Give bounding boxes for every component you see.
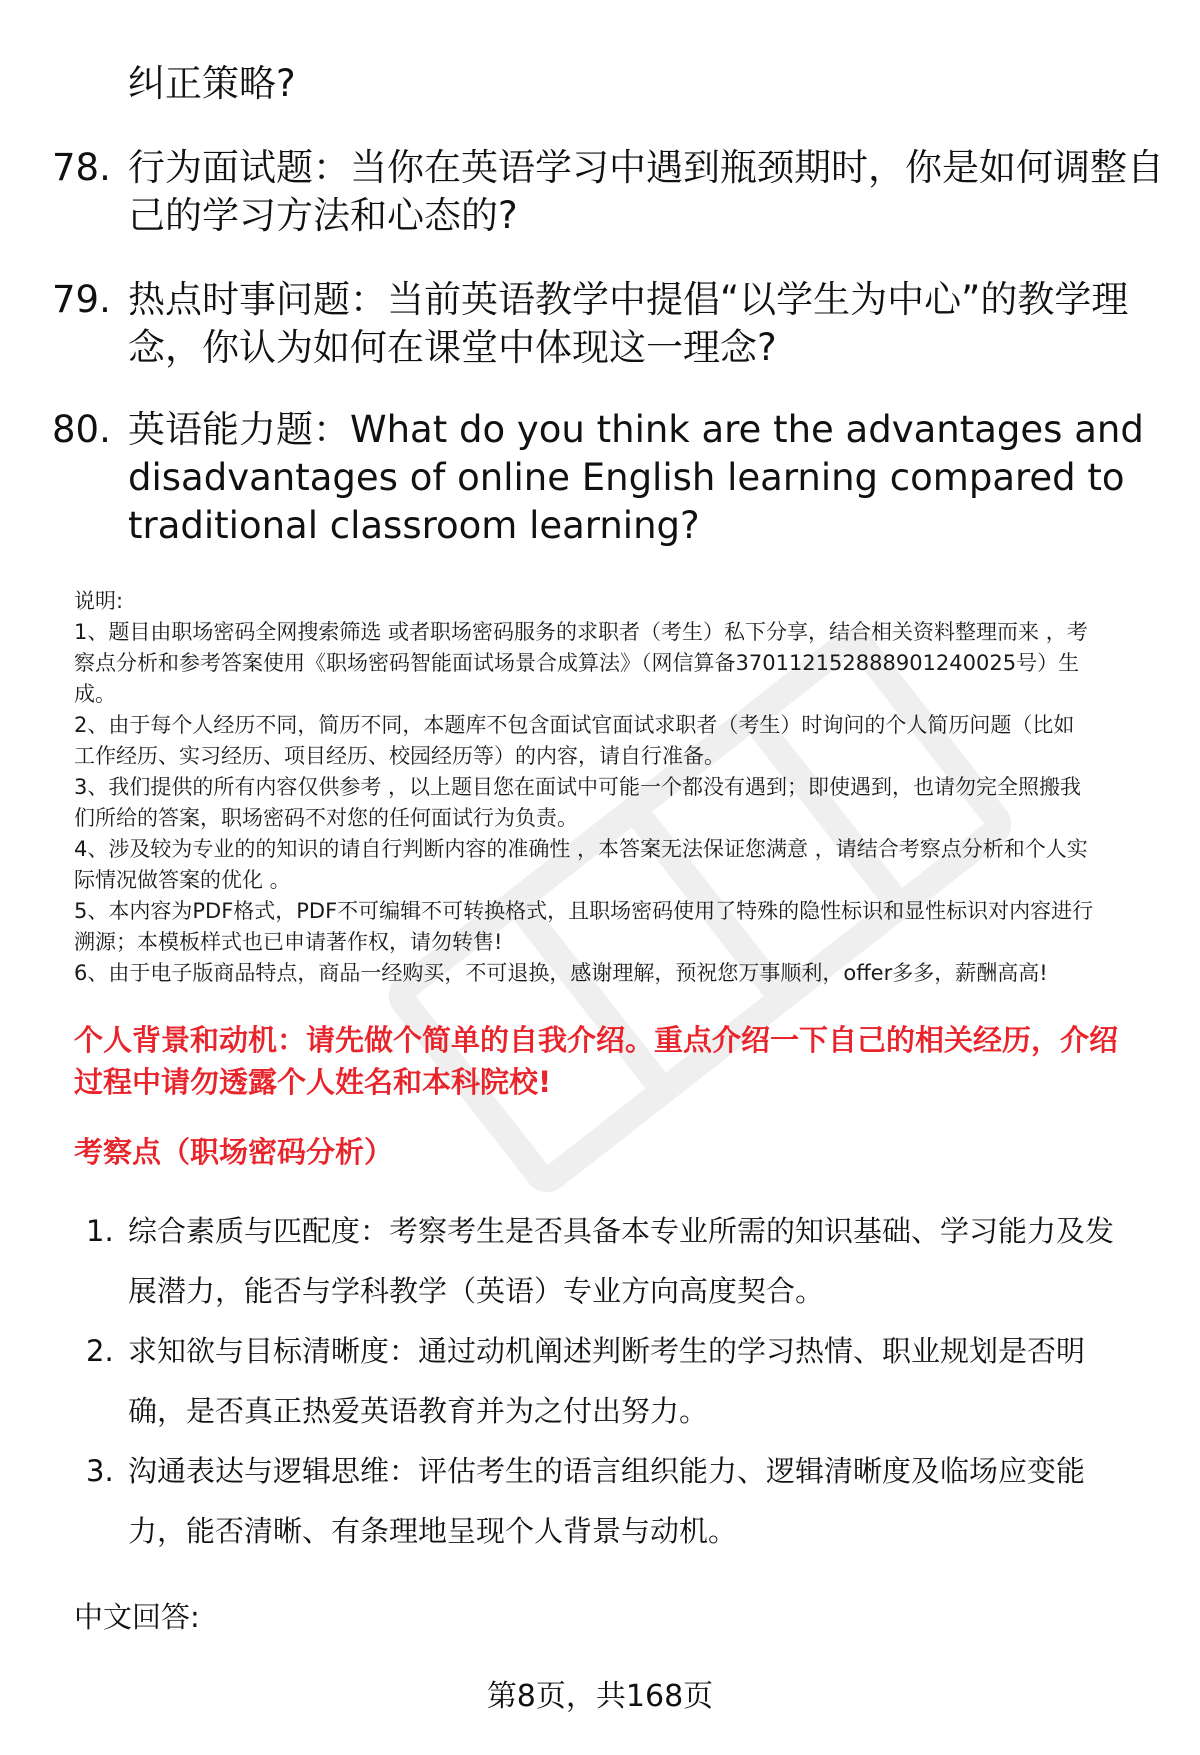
note-line: 5、本内容为PDF格式，PDF不可编辑不可转换格式，且职场密码使用了特殊的隐性标识和显性标识对内容进行 — [74, 899, 1094, 923]
points-heading: 考察点（职场密码分析） — [74, 1135, 394, 1169]
point-2-number: 2. — [86, 1334, 114, 1368]
note-line: 成。 — [74, 682, 116, 706]
question-heading-line-2: 过程中请勿透露个人姓名和本科院校! — [74, 1065, 552, 1099]
question-79-number: 79. — [52, 278, 111, 321]
point-3-line-2: 力，能否清晰、有条理地呈现个人背景与动机。 — [128, 1514, 738, 1548]
note-line: 际情况做答案的优化 。 — [74, 868, 291, 892]
note-line: 3、我们提供的所有内容仅供参考 ，以上题目您在面试中可能一个都没有遇到；即使遇到，也请勿完全照搬我 — [74, 775, 1082, 799]
note-line: 6、由于电子版商品特点，商品一经购买，不可退换，感谢理解，预祝您万事顺利，offer多多，薪酬高高! — [74, 961, 1048, 985]
question-78-line-1: 行为面试题：当你在英语学习中遇到瓶颈期时，你是如何调整自 — [128, 146, 1164, 189]
question-79-line-2: 念，你认为如何在课堂中体现这一理念? — [128, 326, 777, 369]
question-77-line-2: 纠正策略? — [128, 62, 296, 105]
notes-section — [74, 586, 1154, 989]
question-78-line-2: 己的学习方法和心态的? — [128, 194, 518, 237]
question-79-line-1: 热点时事问题：当前英语教学中提倡“以学生为中心”的教学理 — [128, 278, 1129, 321]
question-heading-line-1: 个人背景和动机：请先做个简单的自我介绍。重点介绍一下自己的相关经历，介绍 — [74, 1023, 1119, 1057]
point-1-number: 1. — [86, 1214, 114, 1248]
note-line: 工作经历、实习经历、项目经历、校园经历等）的内容，请自行准备。 — [74, 744, 725, 768]
point-3-number: 3. — [86, 1454, 114, 1488]
question-80-line-3: traditional classroom learning? — [128, 504, 700, 547]
point-2-line-2: 确，是否真正热爱英语教育并为之付出努力。 — [128, 1394, 709, 1428]
question-80-line-2: disadvantages of online English learning compared to — [128, 456, 1125, 499]
page-number: 第8页，共168页 — [486, 1679, 714, 1714]
note-line: 察点分析和参考答案使用《职场密码智能面试场景合成算法》（网信算备370112152888901240025号）生 — [74, 651, 1080, 675]
question-80-number: 80. — [52, 408, 111, 451]
note-line: 溯源；本模板样式也已申请著作权，请勿转售! — [74, 930, 503, 954]
note-line: 4、涉及较为专业的的知识的请自行判断内容的准确性 ，本答案无法保证您满意 ，请结合考察点分析和个人实 — [74, 837, 1088, 861]
question-80-line-1: 英语能力题：What do you think are the advantages and — [128, 408, 1144, 451]
point-3-line-1: 沟通表达与逻辑思维：评估考生的语言组织能力、逻辑清晰度及临场应变能 — [128, 1454, 1086, 1488]
point-1-line-2: 展潜力，能否与学科教学（英语）专业方向高度契合。 — [128, 1274, 825, 1308]
point-2-line-1: 求知欲与目标清晰度：通过动机阐述判断考生的学习热情、职业规划是否明 — [128, 1334, 1086, 1368]
question-78-number: 78. — [52, 146, 111, 189]
note-line: 2、由于每个人经历不同，简历不同，本题库不包含面试官面试求职者（考生）时询问的个人简历问题（比如 — [74, 713, 1075, 737]
point-1-line-1: 综合素质与匹配度：考察考生是否具备本专业所需的知识基础、学习能力及发 — [128, 1214, 1115, 1248]
notes-title: 说明: — [74, 589, 124, 613]
answer-label: 中文回答: — [74, 1600, 200, 1634]
note-line: 1、题目由职场密码全网搜索筛选 或者职场密码服务的求职者（考生）私下分享，结合相关资料整理而来 ，考 — [74, 620, 1088, 644]
note-line: 们所给的答案，职场密码不对您的任何面试行为负责。 — [74, 806, 578, 830]
